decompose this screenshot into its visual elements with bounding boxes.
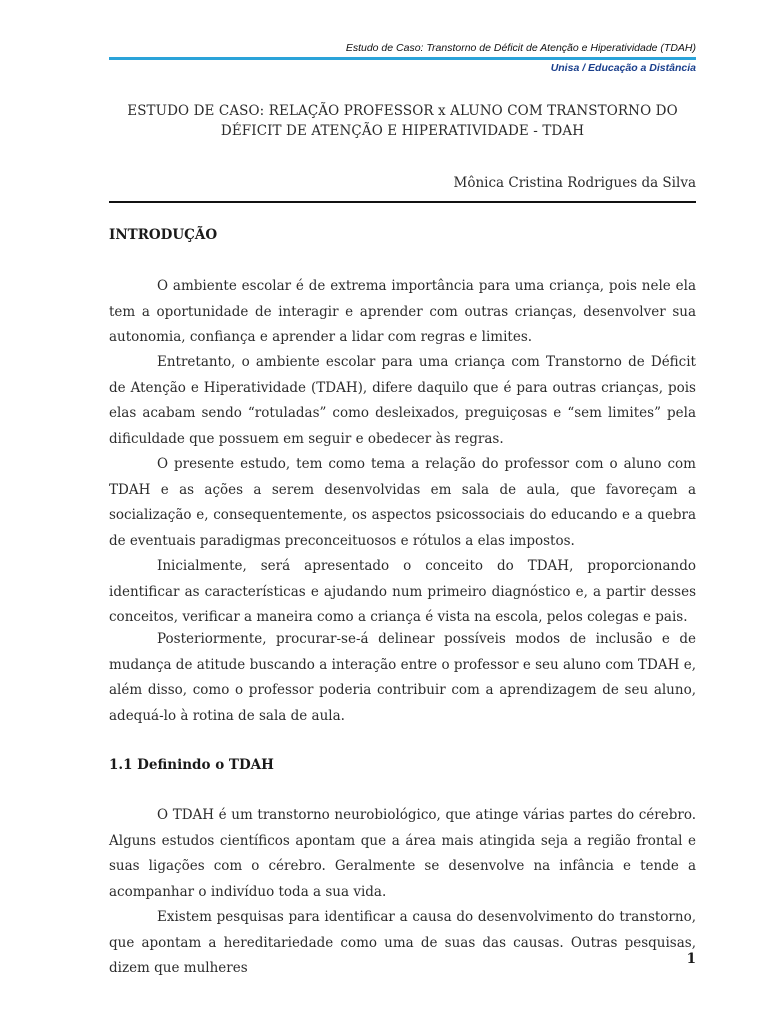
document-title xyxy=(109,101,696,141)
paragraph: O TDAH é um transtorno neurobiológico, que atinge várias partes do cérebro. Alguns estudos científicos apontam que a área mais atingida seja a região frontal e suas ligações com o cérebro. Geralmente se desenvolve na infância e tende a acompanhar o indivíduo toda a sua vida. xyxy=(109,807,696,900)
section-heading-introducao: INTRODUÇÃO xyxy=(109,227,218,243)
paragraph: O presente estudo, tem como tema a relação do professor com o aluno com TDAH e as ações a serem desenvolvidas em sala de aula, que favoreçam a socialização e, consequentemente, os aspectos psicossociais do educando e a quebra de eventuais paradigmas preconceituosos e rótulos a elas impostos. xyxy=(109,456,696,549)
document-title-line-2: DÉFICIT DE ATENÇÃO E HIPERATIVIDADE - TDAH xyxy=(220,123,585,139)
header-rule xyxy=(109,57,696,60)
running-header-title: Estudo de Caso: Transtorno de Déficit de Atenção e Hiperatividade (TDAH) xyxy=(345,42,696,54)
paragraph: Entretanto, o ambiente escolar para uma criança com Transtorno de Déficit de Atenção e Hiperatividade (TDAH), difere daquilo que é para outras crianças, pois elas acabam sendo “rotuladas” como desleixados, preguiçosas e “sem limites” pela dificuldade que possuem em seguir e obedecer às regras. xyxy=(109,354,696,447)
page-number: 1 xyxy=(686,951,696,967)
paragraph: Inicialmente, será apresentado o conceito do TDAH, proporcionando identificar as características e ajudando num primeiro diagnóstico e, a partir desses conceitos, verificar a maneira como a criança é vista na escola, pelos colegas e pais. xyxy=(109,558,696,626)
author-name: Mônica Cristina Rodrigues da Silva xyxy=(453,175,696,191)
document-title-line-1: ESTUDO DE CASO: RELAÇÃO PROFESSOR x ALUNO COM TRANSTORNO DO xyxy=(127,103,678,119)
author-rule xyxy=(109,201,696,203)
paragraph: O ambiente escolar é de extrema importância para uma criança, pois nele ela tem a oportunidade de interagir e aprender com outras crianças, desenvolver sua autonomia, confiança e aprender a lidar com regras e limites. xyxy=(109,278,696,346)
paragraph: Posteriormente, procurar-se-á delinear possíveis modos de inclusão e de mudança de atitude buscando a interação entre o professor e seu aluno com TDAH e, além disso, como o professor poderia contribuir com a aprendizagem de seu aluno, adequá-lo à rotina de sala de aula. xyxy=(109,631,696,724)
running-header-subtitle: Unisa / Educação a Distância xyxy=(550,62,696,74)
paragraph: Existem pesquisas para identificar a causa do desenvolvimento do transtorno, que apontam a hereditariedade como uma de suas das causas. Outras pesquisas, dizem que mulheres xyxy=(109,909,696,977)
section-heading-definindo-tdah: 1.1 Definindo o TDAH xyxy=(109,757,274,773)
